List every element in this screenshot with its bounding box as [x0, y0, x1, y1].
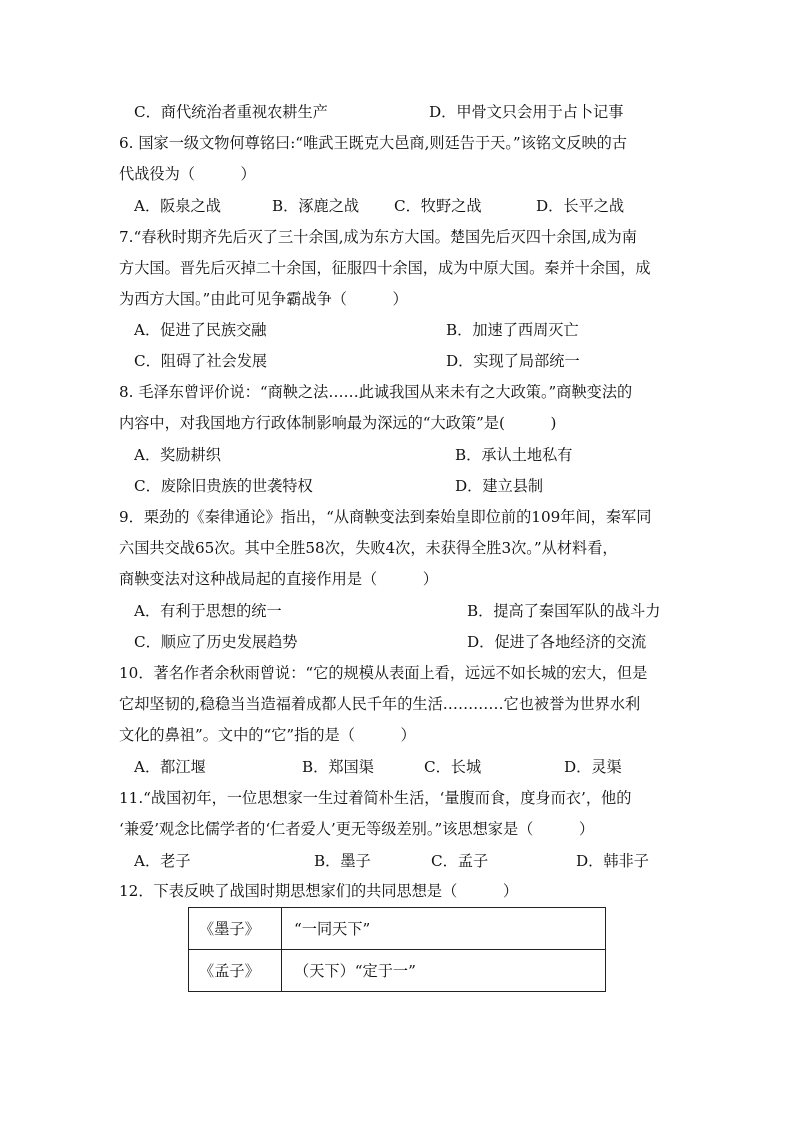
- q11-option-c: C．孟子: [431, 852, 489, 870]
- table-cell-book: 《墨子》: [189, 908, 282, 950]
- table-cell-book: 《孟子》: [189, 950, 282, 992]
- table-row: [189, 908, 606, 950]
- table-cell-quote: （天下）“定于一”: [282, 950, 606, 992]
- q6-option-a: A．阪泉之战: [134, 197, 221, 215]
- q6-stem-line1: 6. 国家一级文物何尊铭曰:“唯武王既克大邑商,则廷告于天。”该铭文反映的古: [119, 134, 628, 152]
- q8-stem-line2: 内容中，对我国地方行政体制影响最为深远的“大政策”是( ): [119, 414, 557, 432]
- q7-option-d: D．实现了局部统一: [446, 352, 580, 370]
- q6-stem-line2: 代战役为（ ）: [119, 165, 256, 183]
- q10-option-c: C．长城: [424, 758, 482, 776]
- q6-option-c: C．牧野之战: [394, 197, 482, 215]
- q5-option-d: D．甲骨文只会用于占卜记事: [429, 103, 624, 121]
- q10-option-a: A．都江堰: [134, 758, 206, 776]
- q8-stem-line1: 8. 毛泽东曾评价说：“商鞅之法……此诚我国从来未有之大政策。”商鞅变法的: [119, 383, 633, 401]
- q7-option-c: C．阻碍了社会发展: [134, 352, 268, 370]
- q8-option-d: D．建立县制: [455, 477, 544, 495]
- q9-option-a: A．有利于思想的统一: [134, 602, 282, 620]
- q5-option-c: C．商代统治者重视农耕生产: [134, 103, 328, 121]
- q10-option-b: B．郑国渠: [302, 758, 374, 776]
- q6-option-b: B．涿鹿之战: [272, 197, 360, 215]
- q9-option-c: C．顺应了历史发展趋势: [134, 633, 298, 651]
- q8-option-a: A．奖励耕织: [134, 446, 221, 464]
- q7-stem-line2: 方大国。晋先后灭掉二十余国，征服四十余国，成为中原大国。秦并十余国，成: [119, 259, 651, 277]
- q8-option-b: B．承认土地私有: [455, 446, 573, 464]
- q11-stem-line2: ‘兼爱’观念比儒学者的‘仁者爱人’更无等级差别。”该思想家是（ ）: [119, 820, 595, 838]
- q8-option-c: C．废除旧贵族的世袭特权: [134, 477, 313, 495]
- q7-stem-line1: 7.“春秋时期齐先后灭了三十余国,成为东方大国。楚国先后灭四十余国,成为南: [119, 228, 637, 246]
- q11-option-b: B．墨子: [314, 852, 371, 870]
- table-cell-quote: “一同天下”: [282, 908, 606, 950]
- q12-stem-line1: 12．下表反映了战国时期思想家们的共同思想是（ ）: [119, 882, 519, 900]
- q10-stem-line3: 文化的鼻祖”。文中的“它”指的是（ ）: [119, 726, 416, 744]
- q9-option-b: B．提高了秦国军队的战斗力: [467, 602, 661, 620]
- q7-option-b: B．加速了西周灭亡: [446, 321, 579, 339]
- q9-option-d: D．促进了各地经济的交流: [467, 633, 647, 651]
- q11-option-a: A．老子: [134, 852, 191, 870]
- q6-option-d: D．长平之战: [536, 197, 625, 215]
- q9-stem-line1: 9．栗劲的《秦律通论》指出，“从商鞅变法到秦始皇即位前的109年间，秦军同: [119, 508, 652, 526]
- q7-option-a: A．促进了民族交融: [134, 321, 267, 339]
- q10-option-d: D．灵渠: [564, 758, 622, 776]
- q12-source-table: [188, 907, 606, 992]
- q10-stem-line2: 它却坚韧的,稳稳当当造福着成都人民千年的生活…………它也被誉为世界水利: [119, 695, 641, 713]
- q10-stem-line1: 10．著名作者余秋雨曾说：“它的规模从表面上看，远远不如长城的宏大，但是: [119, 664, 648, 682]
- q7-stem-line3: 为西方大国。”由此可见争霸战争（ ）: [119, 290, 408, 308]
- q9-stem-line2: 六国共交战65次。其中全胜58次，失败4次，未获得全胜3次。”从材料看，: [119, 539, 618, 557]
- q11-stem-line1: 11.“战国初年，一位思想家一生过着简朴生活，‘量腹而食，度身而衣’，他的: [119, 789, 632, 807]
- q9-stem-line3: 商鞅变法对这种战局起的直接作用是（ ）: [119, 570, 438, 588]
- table-row: [189, 950, 606, 992]
- q11-option-d: D．韩非子: [576, 852, 649, 870]
